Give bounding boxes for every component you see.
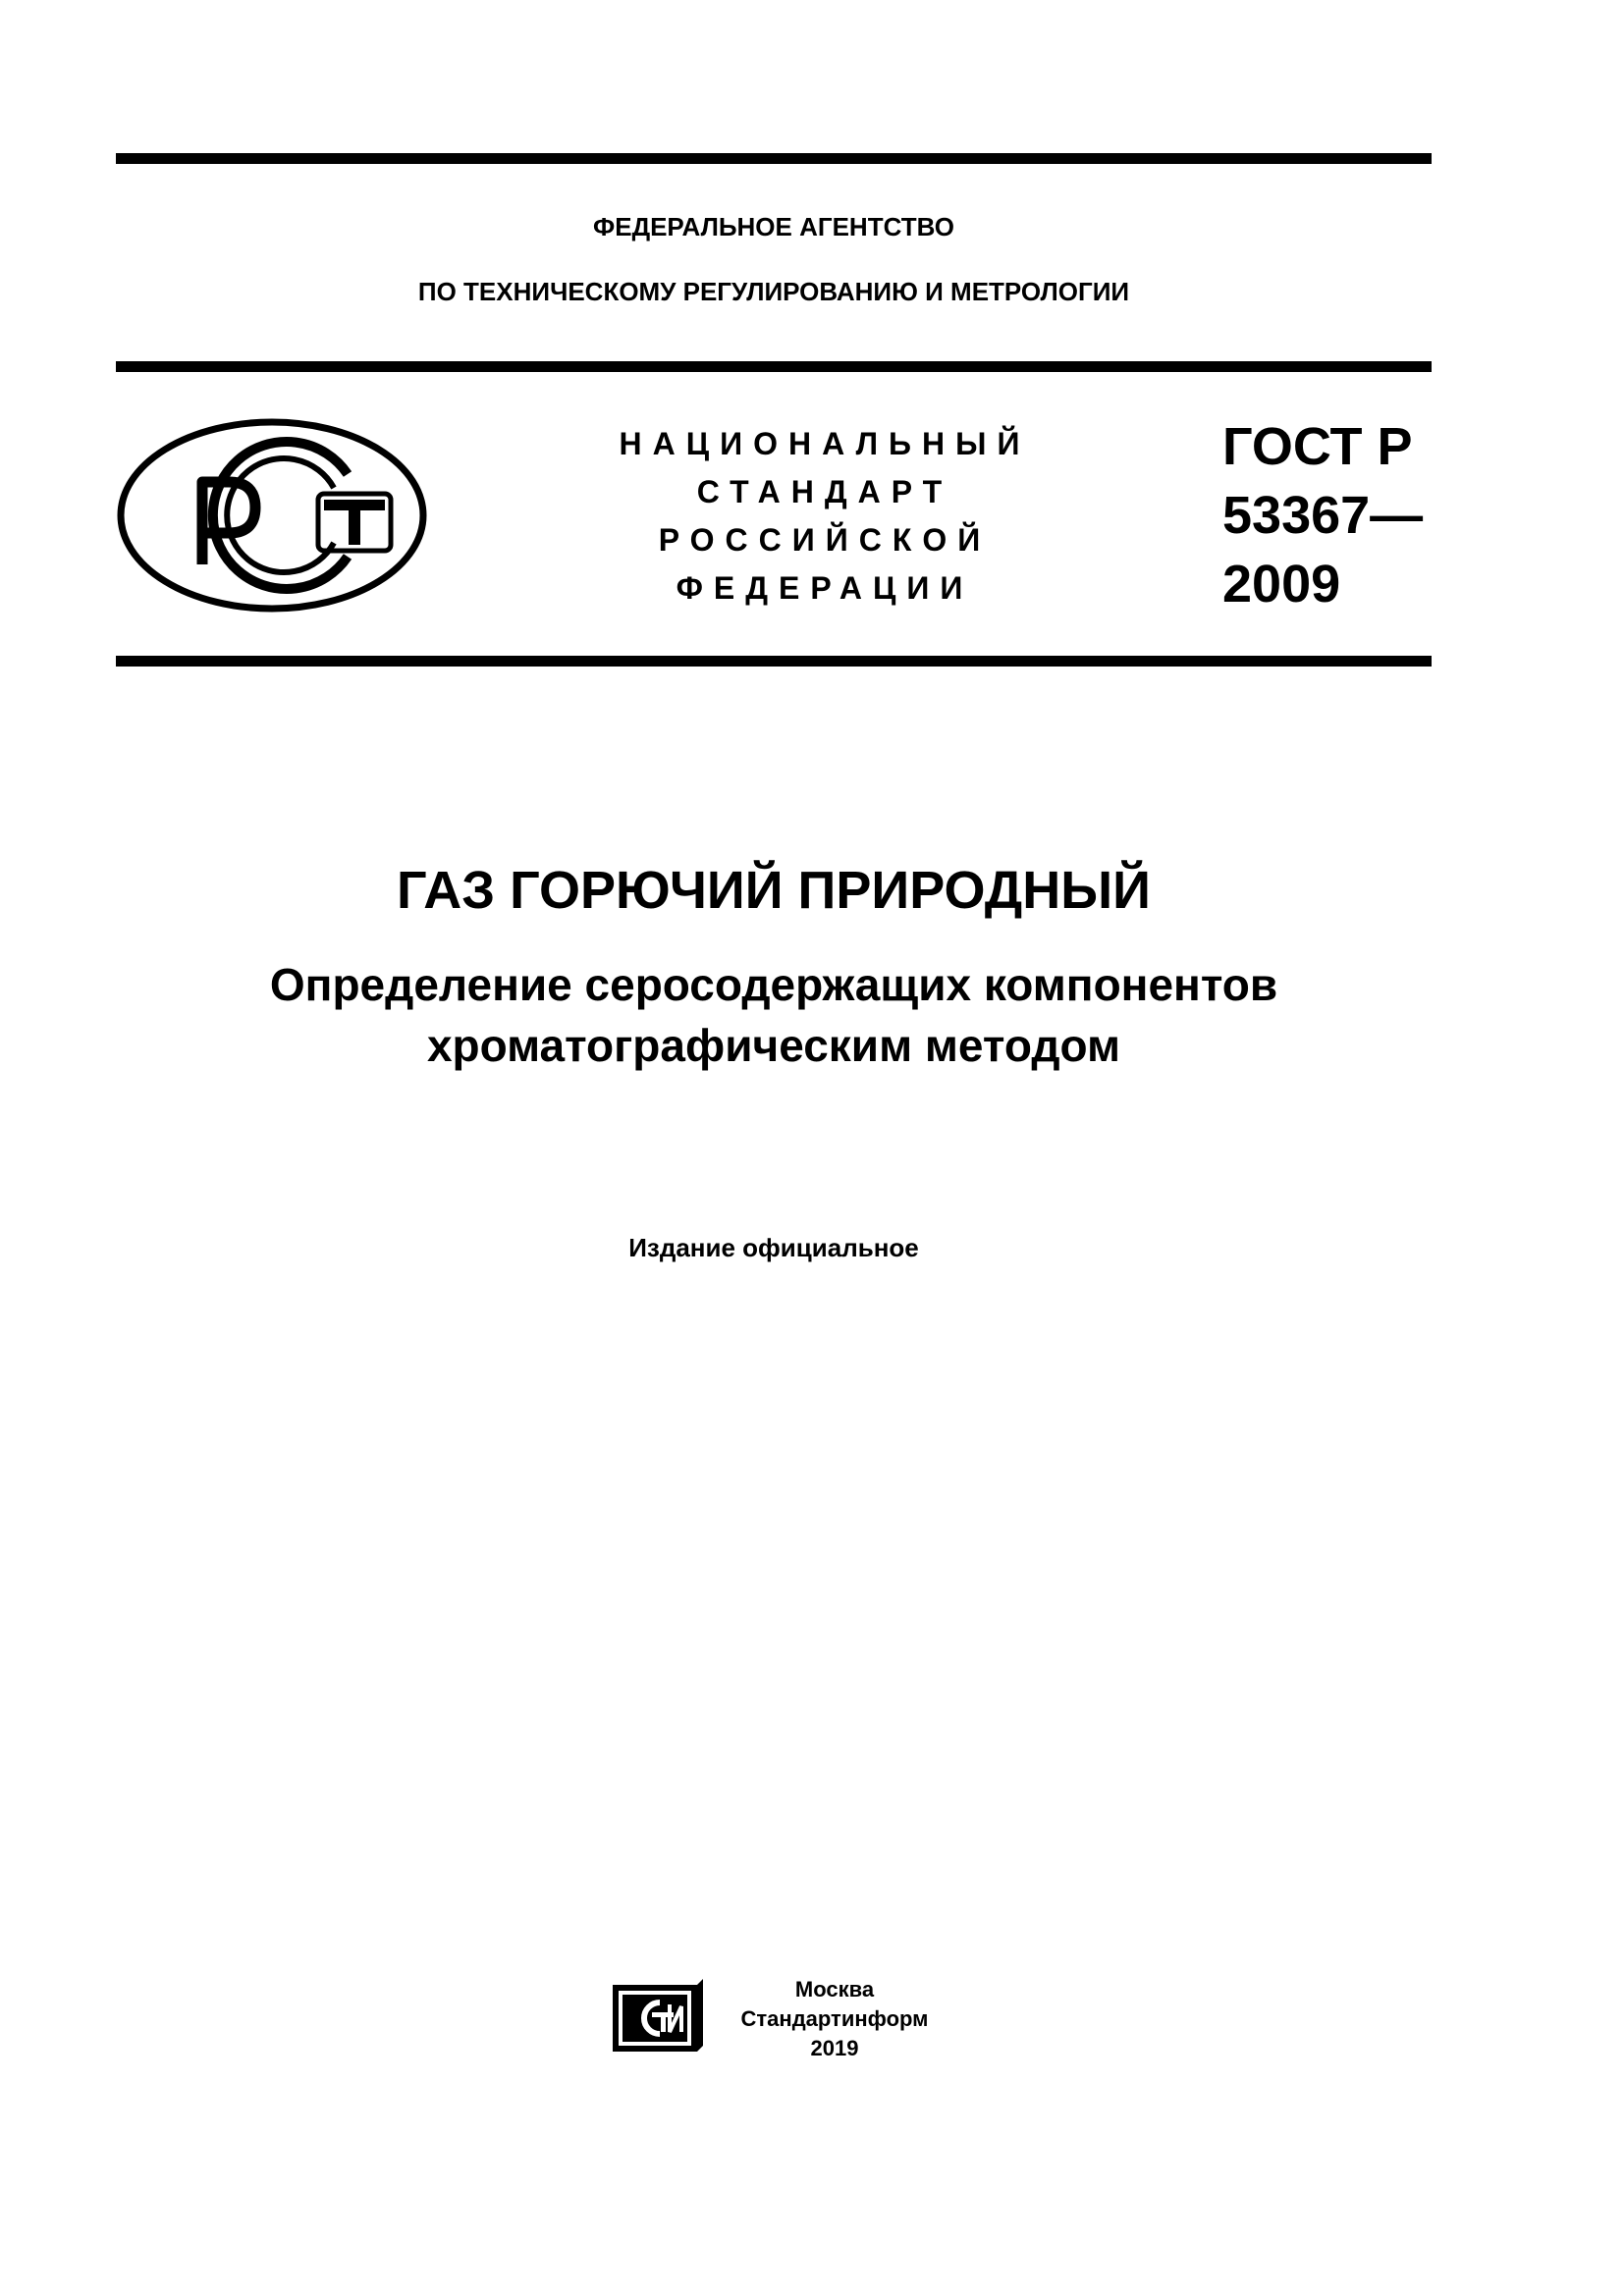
national-standard-heading — [589, 420, 1060, 613]
national-standard-line: ФЕДЕРАЦИИ — [676, 570, 974, 606]
gost-line: 53367— — [1222, 486, 1424, 545]
imprint-city: Москва — [794, 1977, 875, 2002]
top-rule — [116, 153, 1432, 164]
subtitle-line: Определение серосодержащих компонентов — [269, 959, 1278, 1010]
imprint-block — [727, 1975, 943, 2063]
gost-line: ГОСТ Р — [1222, 417, 1413, 476]
header-bottom-rule — [116, 656, 1432, 667]
subtitle-line: хроматографическим методом — [426, 1020, 1121, 1071]
agency-name-line-2: ПО ТЕХНИЧЕСКОМУ РЕГУЛИРОВАНИЮ И МЕТРОЛОГИИ — [417, 277, 1130, 306]
edition-note: Издание официальное — [628, 1233, 919, 1262]
gost-line: 2009 — [1222, 555, 1341, 614]
header-divider-rule — [116, 361, 1432, 372]
rst-logo-icon — [116, 417, 428, 614]
imprint-year: 2019 — [810, 2036, 859, 2060]
national-standard-line: СТАНДАРТ — [696, 474, 953, 509]
national-standard-line: РОССИЙСКОЙ — [658, 522, 992, 558]
document-title: ГАЗ ГОРЮЧИЙ ПРИРОДНЫЙ — [397, 861, 1151, 920]
document-subtitle — [116, 954, 1432, 1076]
imprint-publisher: Стандартинформ — [740, 2006, 929, 2031]
standartinform-logo-icon — [611, 1979, 705, 2054]
gost-designation — [1222, 412, 1423, 618]
agency-name-line-1: ФЕДЕРАЛЬНОЕ АГЕНТСТВО — [593, 212, 954, 241]
national-standard-line: НАЦИОНАЛЬНЫЙ — [619, 426, 1031, 461]
